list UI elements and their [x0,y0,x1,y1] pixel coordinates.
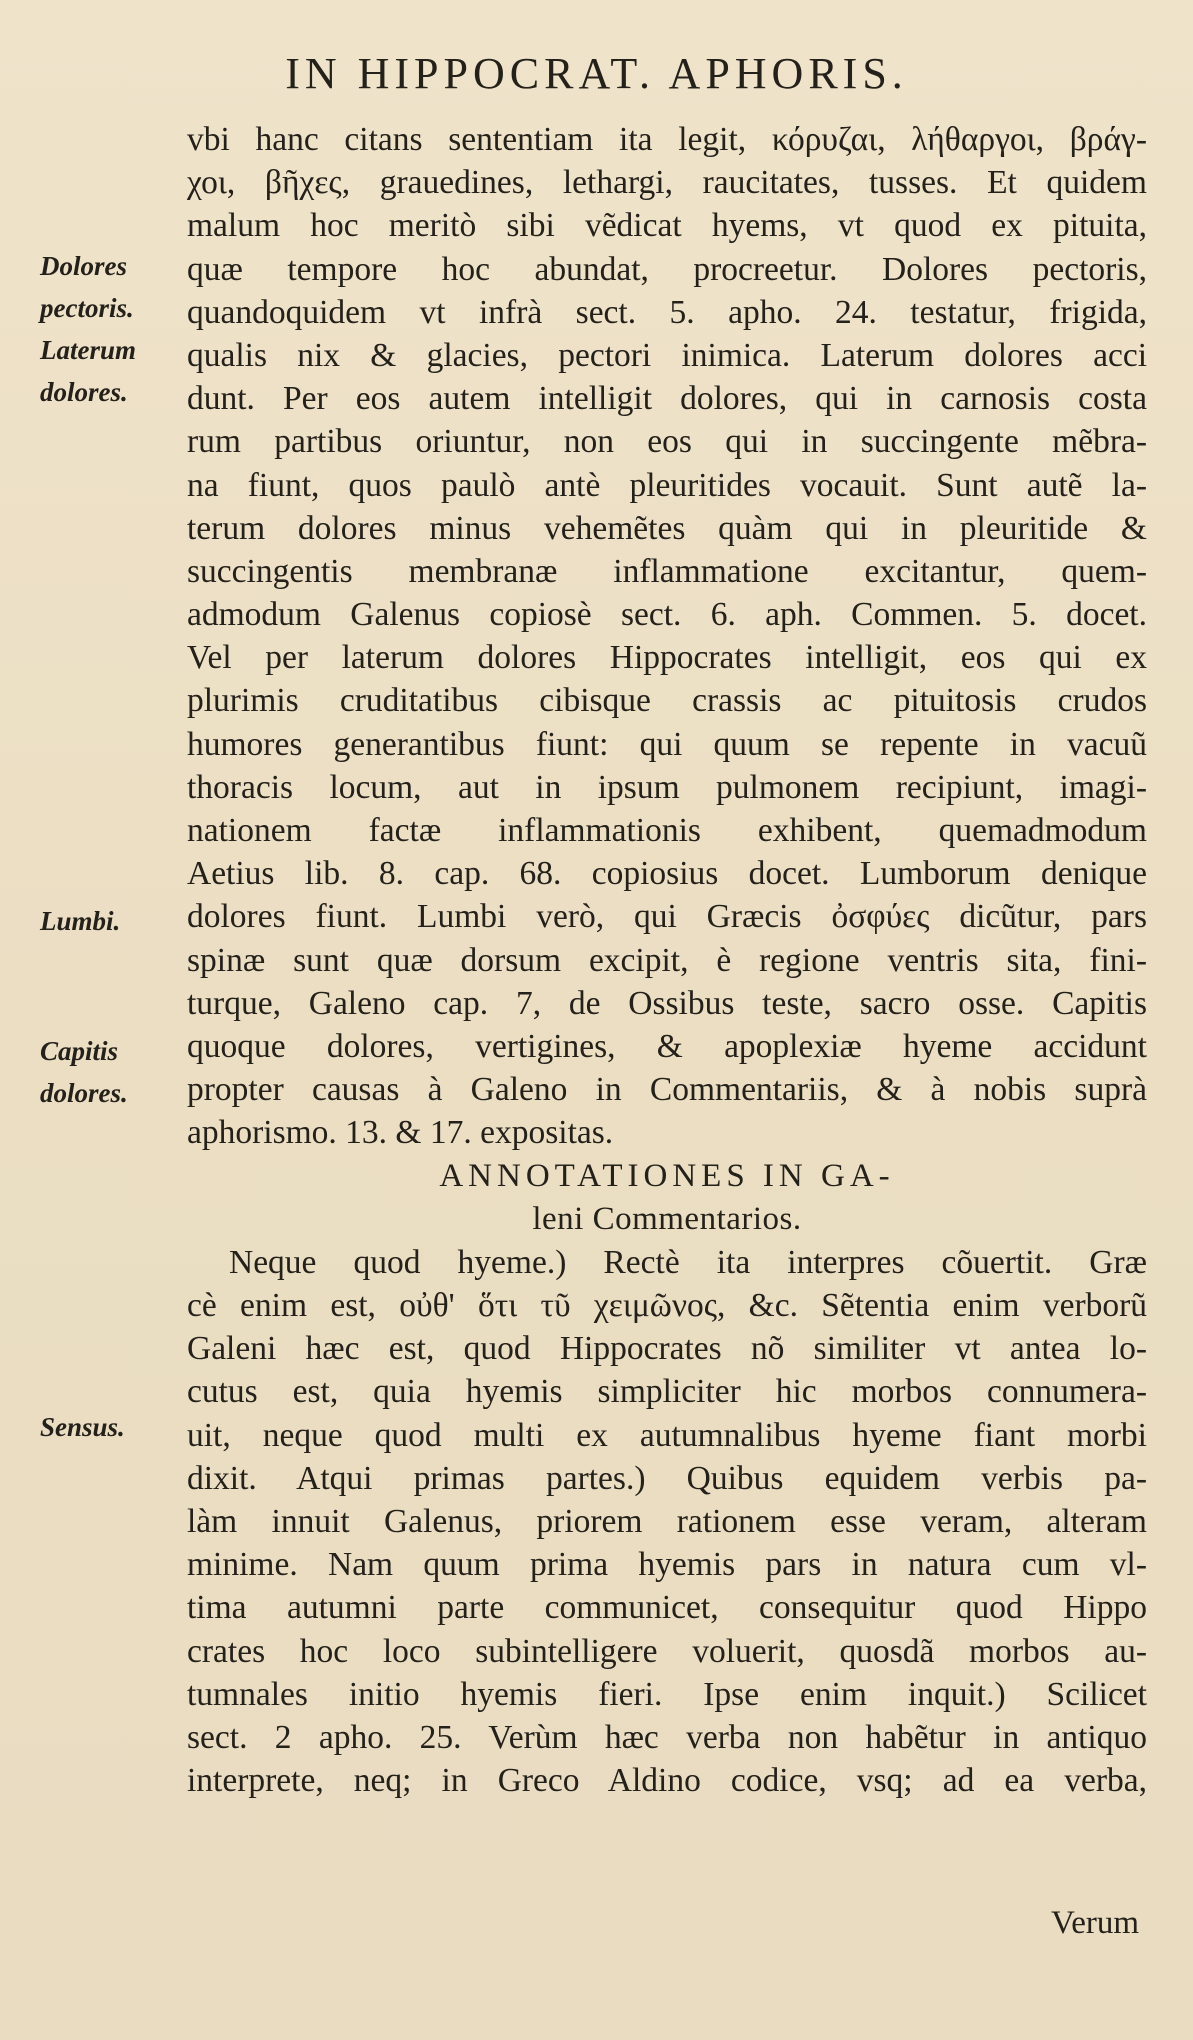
annotation-line: interprete, neq; in Greco Aldino codice, vsq; ad ea verba, [187,1762,1147,1800]
annotation-line: tima autumni parte communicet, consequitur quod Hippo [187,1589,1147,1627]
margin-note-capitis-dolores: dolores. [40,1078,128,1108]
main-text-block [187,118,1147,1802]
annotation-line: cutus est, quia hyemis simpliciter hic morbos connumera- [187,1373,1147,1411]
annotation-line: tumnales initio hyemis fieri. Ipse enim inquit.) Scilicet [187,1675,1147,1713]
text-line: plurimis cruditatibus cibisque crassis ac pituitosis crudos [187,682,1147,720]
text-line: malum hoc meritò sibi vẽdicat hyems, vt quod ex pituita, [187,207,1147,245]
margin-note-laterum: Laterum [40,335,137,365]
text-line: succingentis membranæ inflammatione excitantur, quem- [187,552,1147,590]
text-line: quæ tempore hoc abundat, procreetur. Dolores pectoris, [187,250,1147,288]
text-line: rum partibus oriuntur, non eos qui in succingente mẽbra- [187,423,1147,461]
text-line: Vel per laterum dolores Hippocrates intelligit, eos qui ex [187,639,1147,677]
margin-note-laterum-dolores: dolores. [40,377,128,407]
text-line: quoque dolores, vertigines, & apoplexiæ hyeme accidunt [187,1027,1147,1065]
annotation-line: uit, neque quod multi ex autumnalibus hyeme fiant morbi [187,1416,1147,1454]
section-heading-continued: leni Commentarios. [532,1200,802,1237]
text-line: dunt. Per eos autem intelligit dolores, qui in carnosis costa [187,380,1147,418]
margin-note-dolores: Dolores [40,251,127,281]
catchword: Verum [1051,1905,1139,1941]
text-line: turque, Galeno cap. 7, de Ossibus teste, sacro osse. Capitis [187,984,1147,1022]
text-line: na fiunt, quos paulò antè pleuritides vocauit. Sunt autẽ la- [187,466,1147,504]
annotation-line: cè enim est, οὐθ' ὅτι τῦ χειμῶνος, &c. Sẽtentia enim verborũ [187,1287,1147,1325]
text-line: aphorismo. 13. & 17. expositas. [187,1114,614,1152]
margin-note-pectoris: pectoris. [40,293,134,323]
text-line: χοι, βῆχες, grauedines, lethargi, raucitates, tusses. Et quidem [187,164,1147,202]
text-line: vbi hanc citans sententiam ita legit, κόρυζαι, λήθαργοι, βράγ- [187,121,1147,158]
text-line: terum dolores minus vehemẽtes quàm qui in pleuritide & [187,509,1147,547]
annotation-line: sect. 2 apho. 25. Verùm hæc verba non habẽtur in antiquo [187,1718,1147,1756]
annotation-line: crates hoc loco subintelligere voluerit, quosdã morbos au- [187,1632,1147,1670]
text-line: humores generantibus fiunt: qui quum se repente in vacuũ [187,725,1147,763]
annotation-line: Galeni hæc est, quod Hippocrates nõ similiter vt antea lo- [187,1330,1147,1368]
margin-note-lumbi: Lumbi. [40,906,121,936]
running-title: IN HIPPOCRAT. APHORIS. [285,49,908,98]
text-line: nationem factæ inflammationis exhibent, quemadmodum [187,812,1147,849]
text-line: dolores fiunt. Lumbi verò, qui Græcis ὀσφύες dicũtur, pars [187,898,1147,936]
text-line: qualis nix & glacies, pectori inimica. Laterum dolores acci [187,336,1147,374]
annotation-line: minime. Nam quum prima hyemis pars in natura cum vl- [187,1546,1147,1584]
text-line: propter causas à Galeno in Commentariis, & à nobis suprà [187,1071,1147,1109]
text-line: admodum Galenus copiosè sect. 6. aph. Commen. 5. docet. [187,596,1147,634]
annotation-line: Neque quod hyeme.) Rectè ita interpres cõuertit. Græ [229,1243,1147,1281]
text-line: thoracis locum, aut in ipsum pulmonem recipiunt, imagi- [187,768,1147,806]
margin-note-capitis: Capitis [40,1036,119,1066]
text-line: Aetius lib. 8. cap. 68. copiosius docet. Lumborum denique [187,855,1147,893]
margin-note-sensus: Sensus. [40,1412,125,1442]
annotation-line: làm innuit Galenus, priorem rationem esse veram, alteram [187,1503,1147,1540]
text-line: quandoquidem vt infrà sect. 5. apho. 24. testatur, frigida, [187,293,1147,331]
section-heading: ANNOTATIONES IN GA- [439,1157,895,1194]
annotation-line: dixit. Atqui primas partes.) Quibus equidem verbis pa- [187,1459,1147,1497]
text-line: spinæ sunt quæ dorsum excipit, è regione ventris sita, fini- [187,941,1147,979]
